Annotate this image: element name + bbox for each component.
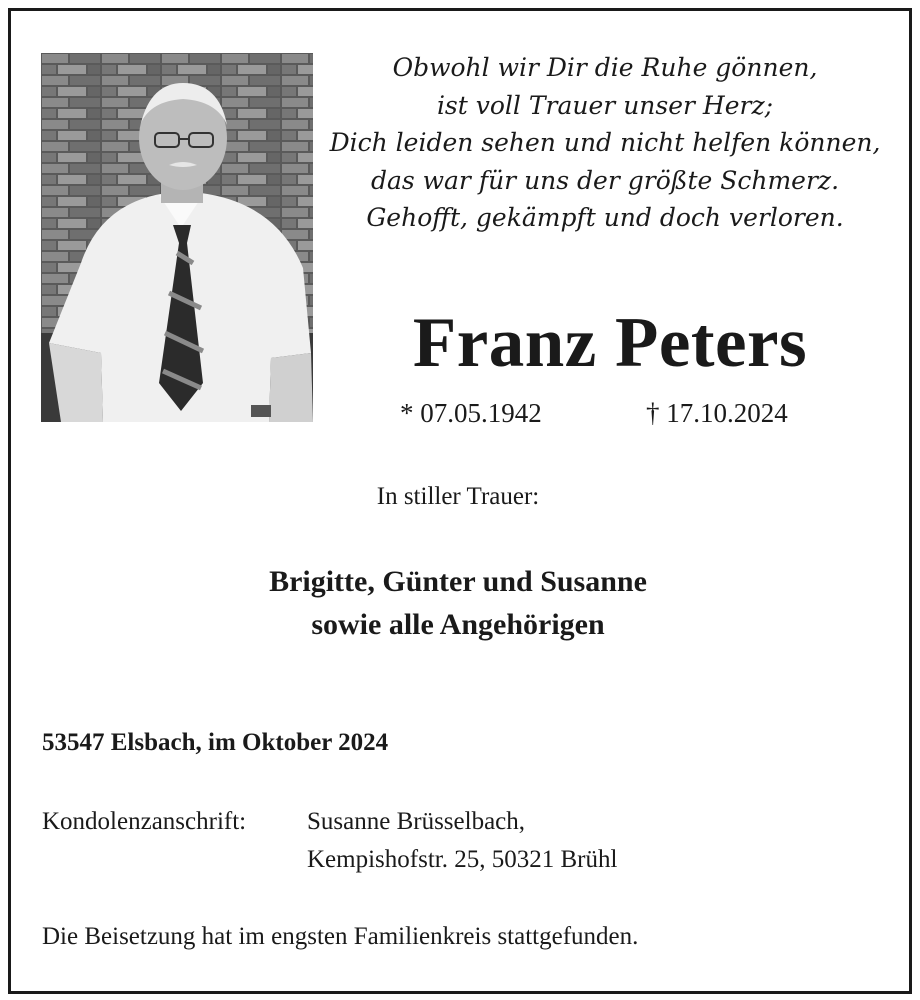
condolence-address: Kempishofstr. 25, 50321 Brühl [307, 846, 618, 873]
deceased-name: Franz Peters [412, 304, 808, 382]
portrait-photo [41, 53, 313, 422]
place-date: 53547 Elsbach, im Oktober 2024 [42, 729, 389, 756]
birth-date: * 07.05.1942 [400, 398, 542, 428]
poem-line: Obwohl wir Dir die Ruhe gönnen, [392, 53, 818, 82]
death-date: † 17.10.2024 [646, 398, 788, 428]
memorial-poem [325, 49, 885, 237]
poem-line: ist voll Trauer unser Herz; [436, 90, 774, 120]
family-line: sowie alle Angehörigen [311, 608, 605, 641]
burial-note: Die Beisetzung hat im engsten Familienkreis stattgefunden. [42, 923, 639, 950]
family-line: Brigitte, Günter und Susanne [269, 565, 647, 598]
condolence-label: Kondolenzanschrift: [42, 808, 247, 835]
family-names [0, 560, 916, 646]
condolence-name: Susanne Brüsselbach, [307, 808, 526, 835]
mourning-intro: In stiller Trauer: [376, 483, 540, 510]
poem-line: Dich leiden sehen und nicht helfen können, [329, 128, 881, 157]
poem-line: das war für uns der größte Schmerz. [370, 165, 840, 195]
poem-line: Gehofft, gekämpft und doch verloren. [366, 203, 844, 232]
